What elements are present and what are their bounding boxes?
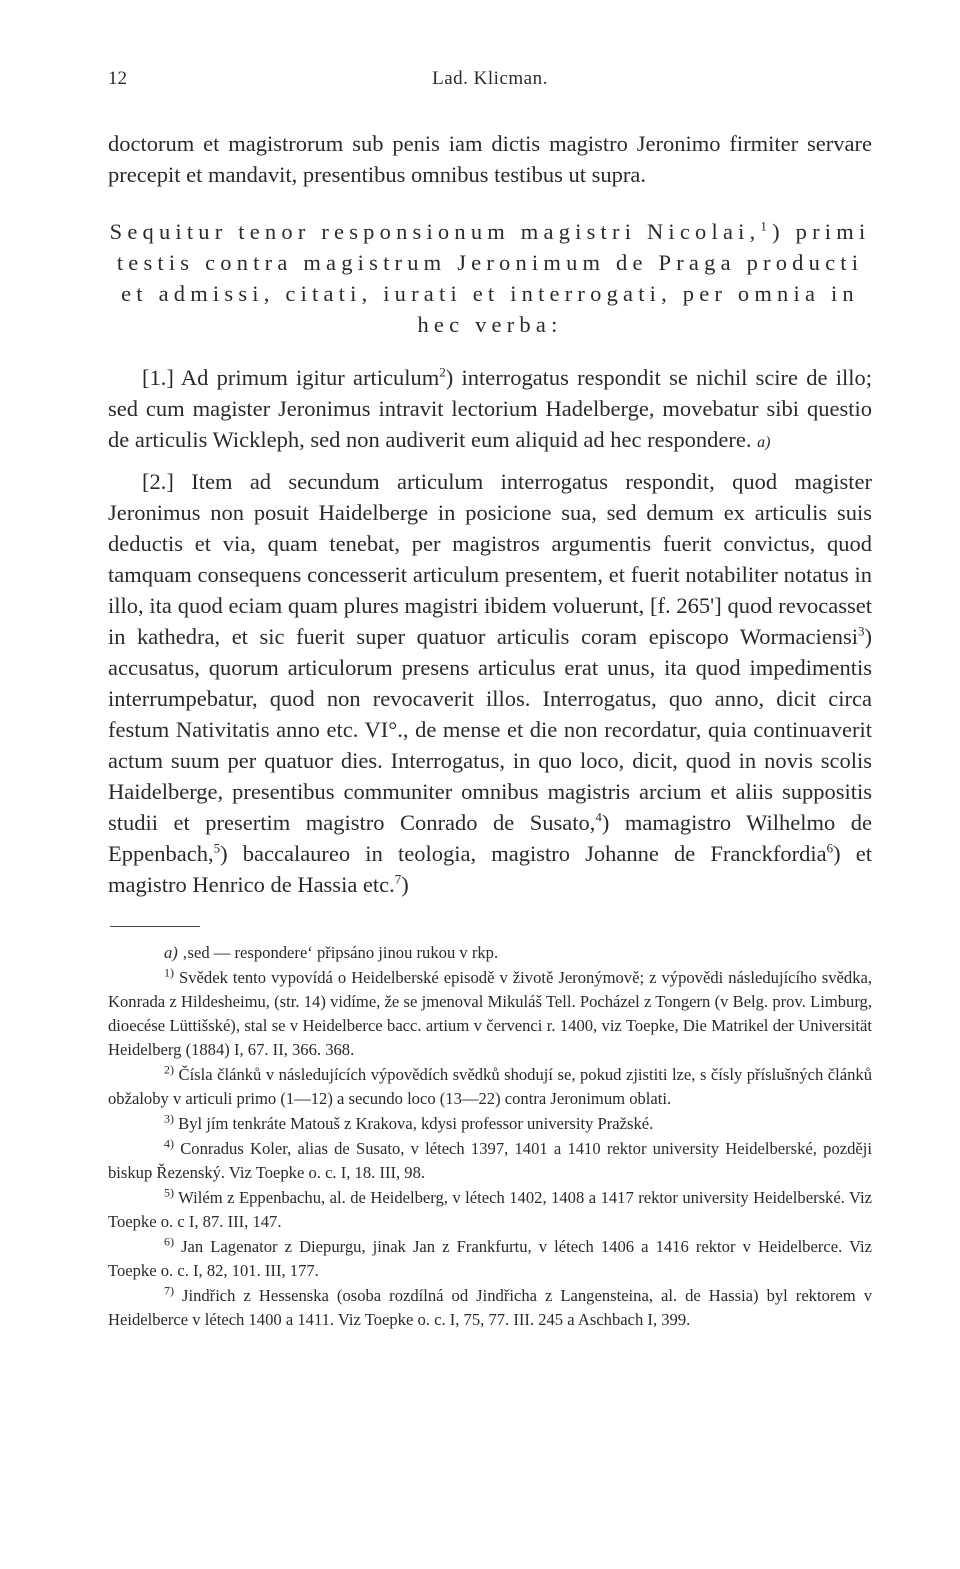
paragraph-opening-text: doctorum et magistrorum sub penis iam dictis magistro Jeronimo firmiter servare precepit et mandavit, presentibus omnibus testibus ut supra. bbox=[108, 131, 872, 187]
footnote-mark: a) bbox=[164, 943, 178, 962]
footnote-mark: 6) bbox=[164, 1234, 174, 1249]
footnote-text: Conradus Koler, alias de Susato, v létech 1397, 1401 a 1410 rektor university Heidelberské, později biskup Řezenský. Viz Toepke o. c. I, 18. III, 98. bbox=[108, 1139, 872, 1182]
footnote-mark: 2) bbox=[164, 1062, 174, 1077]
section-heading bbox=[108, 216, 872, 340]
main-text bbox=[108, 128, 872, 900]
footnote-mark: 7) bbox=[164, 1283, 174, 1298]
article-2-text-4: ) baccalaureo in teologia, magistro Johanne de Franckfordia bbox=[220, 841, 827, 866]
footnote-divider bbox=[110, 926, 200, 927]
footnote-text: Svědek tento vypovídá o Heidelberské episodě v životě Jeronýmově; z výpovědi následujícího svědka, Konrada z Hildesheimu, (str. 14) vidíme, že se jmenoval Mikuláš Tell. Pocházel z Tongern (v Belg. prov. Limburg, dioecése Lüttišské), stal se v Heidelberce bacc. artium v červenci r. 1400, viz Toepke, Die Matrikel der Universität Heidelberg (1884) I, 67. II, 366. 368. bbox=[108, 968, 872, 1059]
footnotes bbox=[108, 941, 872, 1332]
page-number: 12 bbox=[108, 68, 127, 89]
article-2-text-5: ) et magistro Henrico de Hassia etc. bbox=[108, 841, 872, 897]
footnote-ref: 7 bbox=[394, 871, 402, 887]
article-1 bbox=[108, 362, 872, 458]
note-marker-a: a) bbox=[757, 434, 771, 451]
footnote-a bbox=[108, 941, 872, 965]
footnote-mark: 5) bbox=[164, 1185, 174, 1200]
footnote-text: ‚sed — respondere‘ připsáno jinou rukou v rkp. bbox=[177, 943, 499, 962]
footnote-ref: 4 bbox=[595, 809, 602, 825]
footnote-text: Čísla článků v následujících výpovědích svědků shodují se, pokud zjistiti lze, s čísly příslušných článků obžaloby v articuli primo (1—12) a secundo loco (13—22) contra Jeronimum oblati. bbox=[108, 1065, 872, 1108]
heading-text-before: Sequitur tenor responsionum magistri Nicolai, bbox=[109, 219, 761, 244]
running-head bbox=[108, 68, 872, 98]
article-2-text-3: ) mamagistro Wilhelmo de Eppenbach, bbox=[108, 810, 872, 866]
footnote-ref: 3 bbox=[858, 623, 865, 639]
footnote-2 bbox=[108, 1063, 872, 1111]
footnote-ref: 2 bbox=[439, 364, 446, 380]
article-2 bbox=[108, 466, 872, 900]
footnote-mark: 3) bbox=[164, 1111, 174, 1126]
footnote-text: Byl jím tenkráte Matouš z Krakova, kdysi professor university Pražské. bbox=[174, 1114, 654, 1133]
footnote-ref: 6 bbox=[826, 840, 834, 856]
article-1-text-a: [1.] Ad primum igitur articulum bbox=[142, 365, 440, 390]
article-2-text-6: ) bbox=[401, 872, 409, 897]
footnote-4 bbox=[108, 1137, 872, 1185]
footnote-text: Jan Lagenator z Diepurgu, jinak Jan z Frankfurtu, v létech 1406 a 1416 rektor v Heidelberce. Viz Toepke o. c. I, 82, 101. III, 177. bbox=[108, 1237, 872, 1280]
article-1-text-b: ) interrogatus respondit se nichil scire de illo; sed cum magister Jeronimus intravit lectorium Hadelberge, movebatur sibi questio de articulis Wickleph, sed non audiverit eum aliquid ad hec respondere. bbox=[108, 365, 872, 452]
footnote-5 bbox=[108, 1186, 872, 1234]
footnote-ref: 1 bbox=[760, 218, 773, 234]
article-2-text-1: [2.] Item ad secundum articulum interrogatus respondit, quod magister Jeronimus non posuit Haidelberge in posicione sua, sed demum ex articulis suis deductis et via, quam tenebat, per magistros argumentis fuerit convictus, quod tamquam consequens concesserit articulum presentem, et fuerit notabiliter notatus in illo, ita quod eciam quam plures magistri ibidem voluerunt, [f. 265'] quod revocasset in kathedra, et sic fuerit super quatuor articulis coram episcopo Wormaciensi bbox=[108, 469, 872, 649]
running-title: Lad. Klicman. bbox=[432, 68, 548, 89]
paragraph-opening bbox=[108, 128, 872, 190]
footnote-text: Jindřich z Hessenska (osoba rozdílná od Jindřicha z Langensteina, al. de Hassia) byl rektorem v Heidelberce v létech 1400 a 1411. Viz Toepke o. c. I, 75, 77. III. 245 a Aschbach I, 399. bbox=[108, 1286, 872, 1329]
footnote-mark: 1) bbox=[164, 965, 174, 980]
article-2-text-2: ) accusatus, quorum articulorum presens articulus erat unus, ita quod impedimentis interrumpebatur, quod non revocaverit illos. Interrogatus, quo anno, dicit circa festum Nativitatis anno etc. VI°., de mense et die non recordatur, quia continuaverit actum suum per quatuor dies. Interrogatus, in quo loco, dicit, quod in novis scolis Haidelberge, presentibus communiter omnibus magistris arcium et aliis suppositis studii et presertim magistro Conrado de Susato, bbox=[108, 624, 872, 835]
heading-text-after: ) primi testis contra magistrum Jeronimum de Praga producti et admissi, citati, iurati et interrogati, per omnia in hec verba: bbox=[116, 219, 871, 337]
footnote-6 bbox=[108, 1235, 872, 1283]
footnote-mark: 4) bbox=[164, 1136, 174, 1151]
footnote-3 bbox=[108, 1112, 872, 1136]
footnote-1 bbox=[108, 966, 872, 1062]
footnote-ref: 5 bbox=[213, 840, 221, 856]
footnote-text: Wilém z Eppenbachu, al. de Heidelberg, v létech 1402, 1408 a 1417 rektor university Heidelberské. Viz Toepke o. c I, 87. III, 147. bbox=[108, 1188, 872, 1231]
book-page bbox=[0, 68, 960, 1569]
footnote-7 bbox=[108, 1284, 872, 1332]
